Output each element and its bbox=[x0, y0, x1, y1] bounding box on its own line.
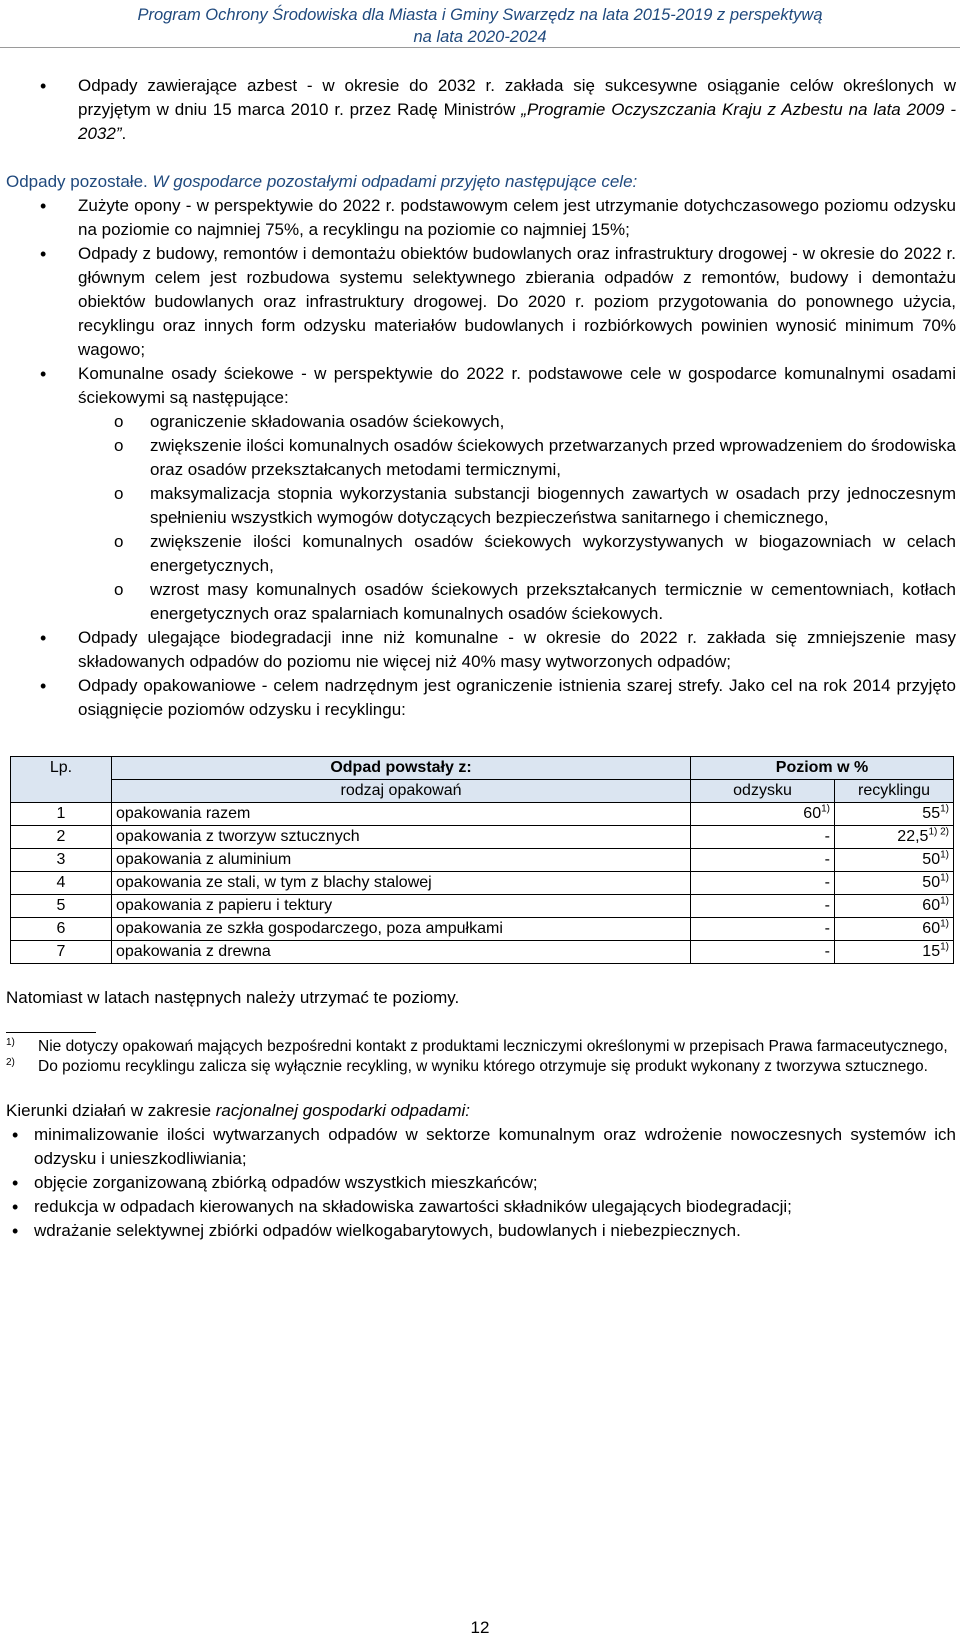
asbestos-item: • Odpady zawierające azbest - w okresie do 2032 r. zakłada się sukcesywne osiąganie celów określonych w przyjętym w dniu 15 marca 2010 r. przez Radę Ministrów „Programie Oczyszczania Kraju z Azbestu na lata 2009 - 2032”. bbox=[6, 74, 956, 146]
col-level: Poziom w % bbox=[691, 757, 954, 780]
directions-section bbox=[6, 1099, 956, 1243]
table-header-row bbox=[11, 757, 954, 780]
table-row: 5 opakowania z papieru i tektury - 60$^{1)}$ bbox=[11, 895, 954, 918]
footnote-rule bbox=[6, 1032, 96, 1033]
sub-list-item: o zwiększenie ilości komunalnych osadów ściekowych wykorzystywanych w biogazowniach w celach energetycznych, bbox=[78, 530, 956, 578]
directions-list bbox=[6, 1123, 956, 1243]
table-row: 1 opakowania razem 60$^{1)}$ 55$^{1)}$ bbox=[11, 803, 954, 826]
list-item: • redukcja w odpadach kierowanych na składowiska zawartości składników ulegających biodegradacji; bbox=[6, 1195, 956, 1219]
table-row: 3 opakowania z aluminium - 50$^{1)}$ bbox=[11, 849, 954, 872]
directions-heading: Kierunki działań w zakresie racjonalnej gospodarki odpadami: bbox=[6, 1101, 470, 1120]
list-item: • Odpady z budowy, remontów i demontażu obiektów budowlanych oraz infrastruktury drogowej - w okresie do 2022 r. głównym celem jest rozbudowa systemu selektywnego zbierania odpadów z remontów, budowy i demontażu obiektów budowlanych oraz infrastruktury drogowej. Do 2020 r. poziom przygotowania do ponownego użycia, recyklingu oraz innych form odzysku materiałów budowlanych i rozbiórkowych powinien wynosić minimum 70% wagowo; bbox=[6, 242, 956, 362]
sludge-item bbox=[6, 362, 956, 626]
sludge-goals-list bbox=[78, 410, 956, 626]
sub-list-item: o wzrost masy komunalnych osadów ściekowych przekształcanych termicznie w cementowniach, kotłach energetycznych oraz spalarniach komunalnych osadów ściekowych. bbox=[78, 578, 956, 626]
list-item: • Odpady ulegające biodegradacji inne niż komunalne - w okresie do 2022 r. zakłada się zmniejszenie masy składowanych odpadów do poziomu nie więcej niż 40% masy wytworzonych odpadów; bbox=[6, 626, 956, 674]
col-type: rodzaj opakowań bbox=[112, 780, 691, 803]
sub-list-item: o zwiększenie ilości komunalnych osadów ściekowych przetwarzanych przed wprowadzeniem do środowiska oraz osadów przekształcanych metodami termicznymi, bbox=[78, 434, 956, 482]
sub-list-item: o ograniczenie składowania osadów ściekowych, bbox=[78, 410, 956, 434]
table-row: 2 opakowania z tworzyw sztucznych - $22,5^{1) 2)}$ bbox=[11, 826, 954, 849]
footnotes bbox=[6, 1037, 956, 1077]
col-lp: Lp. bbox=[11, 757, 112, 803]
other-waste-title: Odpady pozostałe. bbox=[6, 172, 148, 191]
packaging-targets-table bbox=[10, 756, 954, 964]
other-waste-heading bbox=[6, 170, 956, 194]
table-row: 7 opakowania z drewna - 15$^{1)}$ bbox=[11, 941, 954, 964]
list-item: • Zużyte opony - w perspektywie do 2022 r. podstawowym celem jest utrzymanie dotychczasowego poziomu odzysku na poziomie co najmniej 75%, a recyklingu na poziomie co najmniej 15%; bbox=[6, 194, 956, 242]
table-row: 6 opakowania ze szkła gospodarczego, poza ampułkami - 60$^{1)}$ bbox=[11, 918, 954, 941]
table-subheader-row bbox=[11, 780, 954, 803]
page-number: 12 bbox=[470, 1618, 490, 1637]
other-waste-subtitle: W gospodarce pozostałymi odpadami przyjęto następujące cele: bbox=[152, 172, 638, 191]
list-item: • wdrażanie selektywnej zbiórki odpadów wielkogabarytowych, budowlanych i niebezpiecznych. bbox=[6, 1219, 956, 1243]
list-item: • objęcie zorganizowaną zbiórką odpadów wszystkich mieszkańców; bbox=[6, 1171, 956, 1195]
sludge-intro: • Komunalne osady ściekowe - w perspektywie do 2022 r. podstawowe cele w gospodarce komunalnymi osadami ściekowymi są następujące: bbox=[78, 364, 956, 407]
document-body bbox=[6, 74, 956, 1243]
col-waste: Odpad powstały z: bbox=[112, 757, 691, 780]
after-table-note: Natomiast w latach następnych należy utrzymać te poziomy. bbox=[6, 988, 460, 1007]
header-line-2: na lata 2020-2024 bbox=[413, 28, 547, 46]
col-recycling: recyklingu bbox=[835, 780, 954, 803]
other-waste-section bbox=[6, 170, 956, 722]
list-item: • Odpady opakowaniowe - celem nadrzędnym jest ograniczenie istnienia szarej strefy. Jako cel na rok 2014 przyjęto osiągnięcie poziomów odzysku i recyklingu: bbox=[6, 674, 956, 722]
table-row: 4 opakowania ze stali, w tym z blachy stalowej - 50$^{1)}$ bbox=[11, 872, 954, 895]
footnote-2: 2) Do poziomu recyklingu zalicza się wyłącznie recykling, w wyniku którego otrzymuje się produkt wykonany z tworzywa sztucznego. bbox=[6, 1057, 928, 1075]
footnote-1: 1) Nie dotyczy opakowań mających bezpośredni kontakt z produktami leczniczymi określonymi w przepisach Prawa farmaceutycznego, bbox=[6, 1037, 948, 1055]
other-waste-list bbox=[6, 194, 956, 722]
list-item: • minimalizowanie ilości wytwarzanych odpadów w sektorze komunalnym oraz wdrożenie nowoczesnych systemów ich odzysku i unieszkodliwiania; bbox=[6, 1123, 956, 1171]
sub-list-item: o maksymalizacja stopnia wykorzystania substancji biogennych zawartych w osadach przy jednoczesnym spełnieniu wszystkich wymogów dotyczących bezpieczeństwa sanitarnego i chemicznego, bbox=[78, 482, 956, 530]
asbestos-program-title: „Programie Oczyszczania Kraju z Azbestu na lata 2009 - 2032” bbox=[78, 100, 956, 143]
col-recovery: odzysku bbox=[691, 780, 835, 803]
page-header bbox=[0, 4, 960, 48]
header-line-1: Program Ochrony Środowiska dla Miasta i Gminy Swarzędz na lata 2015-2019 z perspektywą bbox=[137, 6, 823, 24]
header-rule bbox=[0, 47, 960, 48]
asbestos-list bbox=[6, 74, 956, 146]
